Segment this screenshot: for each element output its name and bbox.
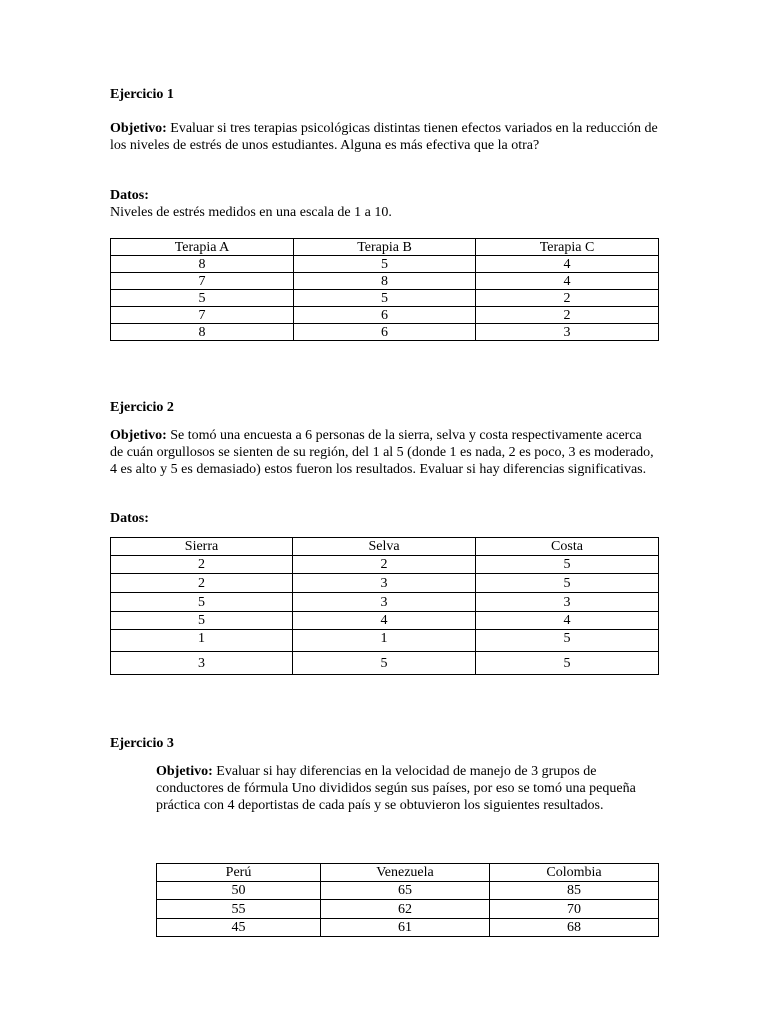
table-cell: 4	[293, 612, 476, 630]
table-cell: 2	[293, 556, 476, 574]
table-cell: 45	[157, 919, 321, 937]
objective-text: Evaluar si hay diferencias en la velocidad de manejo de 3 grupos de conductores de fórmula Uno divididos según sus países, por eso se tomó una pequeña práctica con 4 deportistas de cada país y se obtuvieron los siguientes resultados.	[156, 764, 636, 813]
table-cell: 8	[111, 256, 294, 273]
table-cell: 5	[294, 290, 476, 307]
table-cell: 68	[490, 919, 659, 937]
table-cell: 3	[293, 593, 476, 612]
table-row	[111, 556, 659, 574]
objective-text: Evaluar si tres terapias psicológicas distintas tienen efectos variados en la reducción de los niveles de estrés de unos estudiantes. Alguna es más efectiva que la otra?	[110, 121, 658, 153]
table-row	[111, 307, 659, 324]
table-row	[111, 574, 659, 593]
table-cell: 70	[490, 900, 659, 919]
table-cell: 55	[157, 900, 321, 919]
exercise-3-title: Ejercicio 3	[110, 736, 174, 751]
table-cell: 5	[111, 290, 294, 307]
exercise-1-table	[110, 238, 659, 341]
table-cell: 2	[476, 290, 659, 307]
table-cell: 5	[476, 630, 659, 652]
table-cell: 2	[111, 556, 293, 574]
exercise-1-title: Ejercicio 1	[110, 87, 174, 102]
exercise-1-objective	[110, 120, 658, 154]
exercise-3-table	[156, 863, 659, 937]
objective-label: Objetivo:	[110, 428, 167, 443]
column-header: Selva	[293, 538, 476, 556]
table-cell: 6	[294, 324, 476, 341]
table-row	[111, 612, 659, 630]
table-cell: 8	[111, 324, 294, 341]
table-cell: 5	[476, 652, 659, 675]
exercise-2-data-label: Datos:	[110, 511, 149, 526]
table-cell: 7	[111, 307, 294, 324]
table-cell: 2	[476, 307, 659, 324]
table-row	[111, 324, 659, 341]
table-row	[111, 290, 659, 307]
table-cell: 4	[476, 256, 659, 273]
table-header-row	[111, 239, 659, 256]
table-row	[111, 630, 659, 652]
table-cell: 50	[157, 882, 321, 900]
table-cell: 61	[321, 919, 490, 937]
table-row	[111, 256, 659, 273]
table-cell: 4	[476, 612, 659, 630]
exercise-2-objective	[110, 427, 658, 478]
exercise-2-title: Ejercicio 2	[110, 400, 174, 415]
table-cell: 1	[293, 630, 476, 652]
table-cell: 5	[476, 556, 659, 574]
table-row	[157, 882, 659, 900]
table-header-row	[111, 538, 659, 556]
column-header: Costa	[476, 538, 659, 556]
exercise-3-objective	[156, 763, 658, 814]
table-cell: 3	[476, 324, 659, 341]
objective-label: Objetivo:	[110, 121, 167, 136]
table-row	[111, 273, 659, 290]
table-cell: 2	[111, 574, 293, 593]
table-cell: 1	[111, 630, 293, 652]
column-header: Terapia B	[294, 239, 476, 256]
table-header-row	[157, 864, 659, 882]
table-cell: 3	[293, 574, 476, 593]
table-cell: 62	[321, 900, 490, 919]
exercise-1-data-label: Datos:	[110, 188, 149, 203]
objective-text: Se tomó una encuesta a 6 personas de la sierra, selva y costa respectivamente acerca de cuán orgullosos se sienten de su región, del 1 al 5 (donde 1 es nada, 2 es poco, 3 es moderado, 4 es alto y 5 es demasiado) estos fueron los resultados. Evaluar si hay diferencias significativas.	[110, 428, 654, 477]
table-cell: 3	[111, 652, 293, 675]
column-header: Colombia	[490, 864, 659, 882]
table-cell: 5	[476, 574, 659, 593]
column-header: Venezuela	[321, 864, 490, 882]
table-cell: 4	[476, 273, 659, 290]
table-cell: 5	[111, 593, 293, 612]
table-row	[111, 593, 659, 612]
table-cell: 7	[111, 273, 294, 290]
column-header: Sierra	[111, 538, 293, 556]
column-header: Terapia A	[111, 239, 294, 256]
exercise-2-table	[110, 537, 659, 675]
table-row	[157, 919, 659, 937]
table-cell: 65	[321, 882, 490, 900]
objective-label: Objetivo:	[156, 764, 213, 779]
column-header: Terapia C	[476, 239, 659, 256]
column-header: Perú	[157, 864, 321, 882]
table-row	[157, 900, 659, 919]
table-row	[111, 652, 659, 675]
table-cell: 6	[294, 307, 476, 324]
table-cell: 3	[476, 593, 659, 612]
table-cell: 5	[111, 612, 293, 630]
table-cell: 85	[490, 882, 659, 900]
table-cell: 8	[294, 273, 476, 290]
exercise-1-data-note: Niveles de estrés medidos en una escala de 1 a 10.	[110, 205, 392, 220]
table-cell: 5	[294, 256, 476, 273]
table-cell: 5	[293, 652, 476, 675]
